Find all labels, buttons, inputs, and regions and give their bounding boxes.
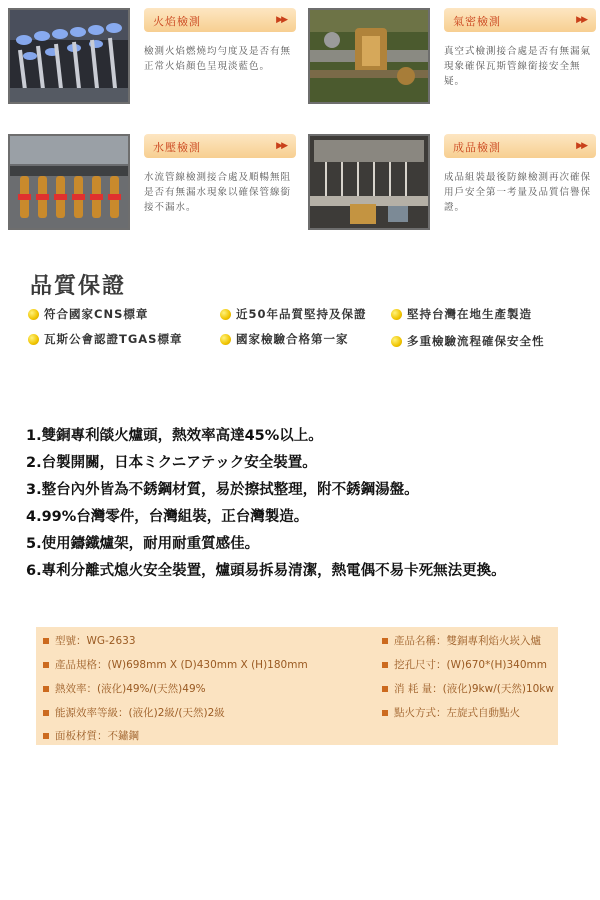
quality-title: 品質保證 bbox=[30, 274, 127, 299]
inspection-card-finished bbox=[308, 134, 598, 234]
bullet-dot-icon bbox=[220, 334, 231, 345]
flame-burner-photo bbox=[8, 8, 130, 104]
inspection-card-water bbox=[8, 134, 298, 234]
spec-item: 消 耗 量：(液化)9kw/(天然)10kw bbox=[382, 681, 554, 696]
inspection-card-airtight bbox=[308, 8, 598, 108]
square-bullet-icon bbox=[43, 710, 49, 716]
quality-item: 瓦斯公會認證TGAS標章 bbox=[28, 331, 182, 347]
square-bullet-icon bbox=[43, 733, 49, 739]
feature-line: 3.整台內外皆為不銹鋼材質，易於擦拭整理，附不銹鋼湯盤。 bbox=[26, 482, 419, 498]
spec-item: 熱效率：(液化)49%/(天然)49% bbox=[43, 681, 206, 696]
feature-line: 6.專利分離式熄火安全裝置，爐頭易拆易清潔，熱電偶不易卡死無法更換。 bbox=[26, 563, 506, 579]
feature-line: 2.台製開關，日本ミクニアテック安全裝置。 bbox=[26, 455, 317, 471]
square-bullet-icon bbox=[382, 638, 388, 644]
square-bullet-icon bbox=[382, 662, 388, 668]
water-pipe-photo bbox=[8, 134, 130, 230]
inspection-title: 火焰檢測 bbox=[153, 15, 201, 28]
inspection-card-flame bbox=[8, 8, 298, 108]
inspection-description: 水流管線檢測接合處及順暢無阻是否有無漏水現象以確保管線銜接不漏水。 bbox=[144, 172, 292, 213]
bullet-dot-icon bbox=[28, 309, 39, 320]
quality-item: 多重檢驗流程確保安全性 bbox=[391, 333, 545, 349]
double-arrow-icon: ▶▶ bbox=[576, 15, 586, 25]
spec-item: 產品規格：(W)698mm X (D)430mm X (H)180mm bbox=[43, 657, 308, 672]
airtight-test-tag bbox=[444, 8, 596, 32]
water-pressure-test-tag bbox=[144, 134, 296, 158]
spec-item: 面板材質：不鏽鋼 bbox=[43, 728, 139, 743]
bullet-dot-icon bbox=[28, 334, 39, 345]
inspection-description: 成品組裝最後防線檢測再次確保用戶安全第一考量及品質信譽保證。 bbox=[444, 172, 592, 213]
square-bullet-icon bbox=[382, 686, 388, 692]
quality-item: 堅持台灣在地生產製造 bbox=[391, 306, 532, 322]
assembly-photo bbox=[308, 134, 430, 230]
bullet-dot-icon bbox=[220, 309, 231, 320]
feature-line: 1.雙銅專利燄火爐頭，熱效率高達45%以上。 bbox=[26, 428, 323, 444]
square-bullet-icon bbox=[43, 686, 49, 692]
double-arrow-icon: ▶▶ bbox=[576, 141, 586, 151]
inspection-description: 真空式檢測接合處是否有無漏氣現象確保瓦斯管線銜接安全無疑。 bbox=[444, 46, 592, 87]
spec-item: 點火方式：左旋式自動點火 bbox=[382, 705, 520, 720]
spec-item: 能源效率等級：(液化)2級/(天然)2級 bbox=[43, 705, 225, 720]
square-bullet-icon bbox=[43, 662, 49, 668]
double-arrow-icon: ▶▶ bbox=[276, 15, 286, 25]
gas-valve-photo bbox=[308, 8, 430, 104]
flame-test-tag bbox=[144, 8, 296, 32]
spec-item: 產品名稱：雙銅專利焰火崁入爐 bbox=[382, 633, 541, 648]
quality-item: 符合國家CNS標章 bbox=[28, 306, 148, 322]
bullet-dot-icon bbox=[391, 309, 402, 320]
quality-item: 近50年品質堅持及保證 bbox=[220, 306, 367, 322]
spec-table bbox=[36, 627, 558, 745]
finished-product-test-tag bbox=[444, 134, 596, 158]
square-bullet-icon bbox=[382, 710, 388, 716]
square-bullet-icon bbox=[43, 638, 49, 644]
feature-line: 5.使用鑄鐵爐架，耐用耐重質感佳。 bbox=[26, 536, 260, 552]
double-arrow-icon: ▶▶ bbox=[276, 141, 286, 151]
inspection-title: 氣密檢測 bbox=[453, 15, 501, 28]
bullet-dot-icon bbox=[391, 336, 402, 347]
inspection-description: 檢測火焰燃燒均勻度及是否有無正常火焰顏色呈現淡藍色。 bbox=[144, 46, 292, 72]
quality-item: 國家檢驗合格第一家 bbox=[220, 331, 349, 347]
spec-item: 型號：WG-2633 bbox=[43, 633, 136, 648]
inspection-title: 水壓檢測 bbox=[153, 141, 201, 154]
feature-line: 4.99%台灣零件，台灣組裝，正台灣製造。 bbox=[26, 509, 309, 525]
inspection-title: 成品檢測 bbox=[453, 141, 501, 154]
spec-item: 挖孔尺寸：(W)670*(H)340mm bbox=[382, 657, 547, 672]
